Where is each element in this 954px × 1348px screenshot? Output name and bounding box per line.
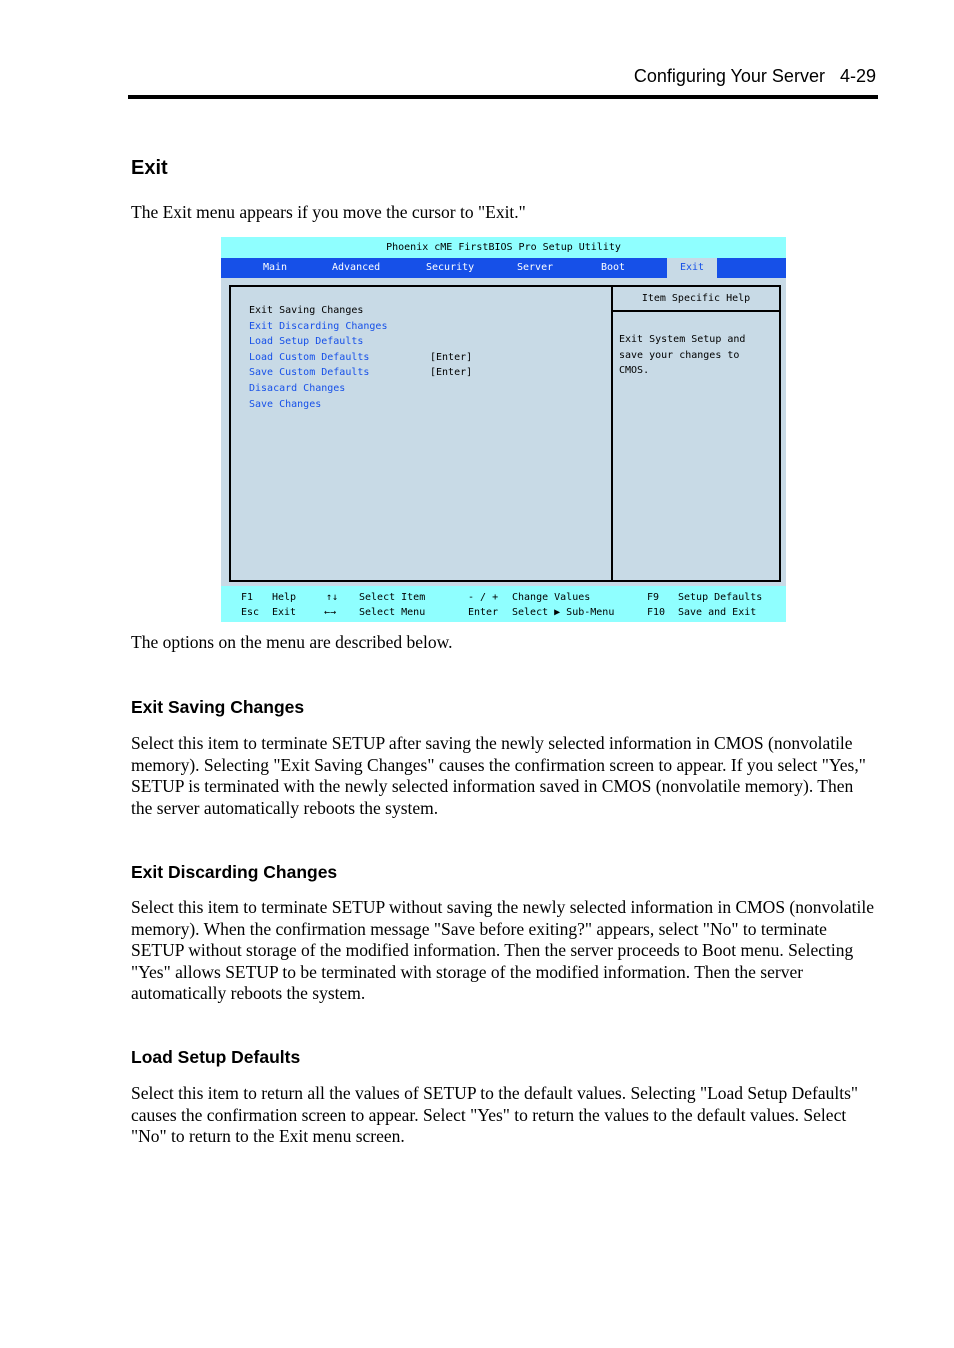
key-left-right-action: Select Menu xyxy=(359,607,426,618)
up-down-arrows-icon: ↑↓ xyxy=(326,592,339,603)
tab-boot[interactable]: Boot xyxy=(601,262,626,273)
subsection-body: Select this item to return all the values of SETUP to the default values. Selecting "Load Setup Defaults" causes the confirmation screen to appear. Select "Yes" to return the values to the default values. Select "No" to return to the Exit menu screen. xyxy=(131,1083,859,1146)
help-title-rule xyxy=(613,310,779,312)
key-f9-action: Setup Defaults xyxy=(678,592,763,603)
menu-item-load-custom-defaults[interactable]: Load Custom Defaults xyxy=(249,352,370,363)
menu-item-exit-saving-changes[interactable]: Exit Saving Changes xyxy=(249,305,364,316)
key-minus-plus: - / + xyxy=(468,592,499,603)
help-text-line: CMOS. xyxy=(619,365,650,376)
left-right-arrows-icon: ←→ xyxy=(324,607,337,618)
key-arrows-action: Select Item xyxy=(359,592,426,603)
save-custom-defaults-value: [Enter] xyxy=(430,367,473,378)
tab-security[interactable]: Security xyxy=(426,262,475,273)
key-f1-action: Help xyxy=(272,592,297,603)
menu-item-save-custom-defaults[interactable]: Save Custom Defaults xyxy=(249,367,370,378)
header-title: Configuring Your Server xyxy=(633,66,825,86)
help-panel-title: Item Specific Help xyxy=(641,293,751,304)
key-enter-action: Select ▶ Sub-Menu xyxy=(512,607,615,618)
load-custom-defaults-value: [Enter] xyxy=(430,352,473,363)
key-esc: Esc xyxy=(241,607,260,618)
section-title: Exit xyxy=(131,157,168,179)
tab-main[interactable]: Main xyxy=(263,262,288,273)
tab-advanced[interactable]: Advanced xyxy=(332,262,381,273)
menu-item-load-setup-defaults[interactable]: Load Setup Defaults xyxy=(249,336,364,347)
menu-item-save-changes[interactable]: Save Changes xyxy=(249,399,322,410)
menu-item-exit-discarding-changes[interactable]: Exit Discarding Changes xyxy=(249,321,388,332)
subsection-title: Exit Saving Changes xyxy=(131,697,305,717)
help-text-line: save your changes to xyxy=(619,350,740,361)
figure-followup-text: The options on the menu are described below. xyxy=(131,632,453,652)
key-esc-action: Exit xyxy=(272,607,297,618)
tab-server[interactable]: Server xyxy=(517,262,554,273)
key-f1: F1 xyxy=(241,592,254,603)
page-number: 4-29 xyxy=(839,66,876,86)
bios-screenshot xyxy=(221,237,786,622)
key-f10-action: Save and Exit xyxy=(678,607,757,618)
bios-main-panel xyxy=(229,285,781,582)
bios-title-bar: Phoenix cME FirstBIOS Pro Setup Utility xyxy=(221,237,786,258)
subsection-title: Exit Discarding Changes xyxy=(131,862,338,882)
key-enter: Enter xyxy=(468,607,499,618)
key-f9: F9 xyxy=(647,592,660,603)
running-header xyxy=(634,66,876,87)
subsection-title: Load Setup Defaults xyxy=(131,1047,301,1067)
subsection-body: Select this item to terminate SETUP after saving the newly selected information in CMOS (nonvolatile memory). Selecting "Exit Saving Changes" causes the confirmation screen to appear. If you select "Yes," SETUP is terminated with the newly selected information saved in CMOS (nonvolatile memory). Then the server automatically reboots the system. xyxy=(131,733,866,818)
menu-item-discard-changes[interactable]: Disacard Changes xyxy=(249,383,346,394)
bios-key-legend xyxy=(221,586,786,622)
section-intro: The Exit menu appears if you move the cursor to "Exit." xyxy=(131,202,526,222)
help-text-line: Exit System Setup and xyxy=(619,334,746,345)
key-f10: F10 xyxy=(647,607,666,618)
subsection-body: Select this item to terminate SETUP without saving the newly selected information in CMOS (nonvolatile memory). When the confirmation message "Save before exiting?" appears, select "No" to terminate SETUP without storage of the modified information. Then the server proceeds to Boot menu. Selecting "Yes" allows SETUP to be terminated with storage of the modified information. Then the server automatically reboots the system. xyxy=(131,897,874,1003)
key-minus-plus-action: Change Values xyxy=(512,592,591,603)
bios-menu-bar xyxy=(221,258,786,278)
header-rule xyxy=(128,95,878,99)
tab-exit[interactable]: Exit xyxy=(667,258,717,278)
bios-panel-divider xyxy=(611,287,613,580)
